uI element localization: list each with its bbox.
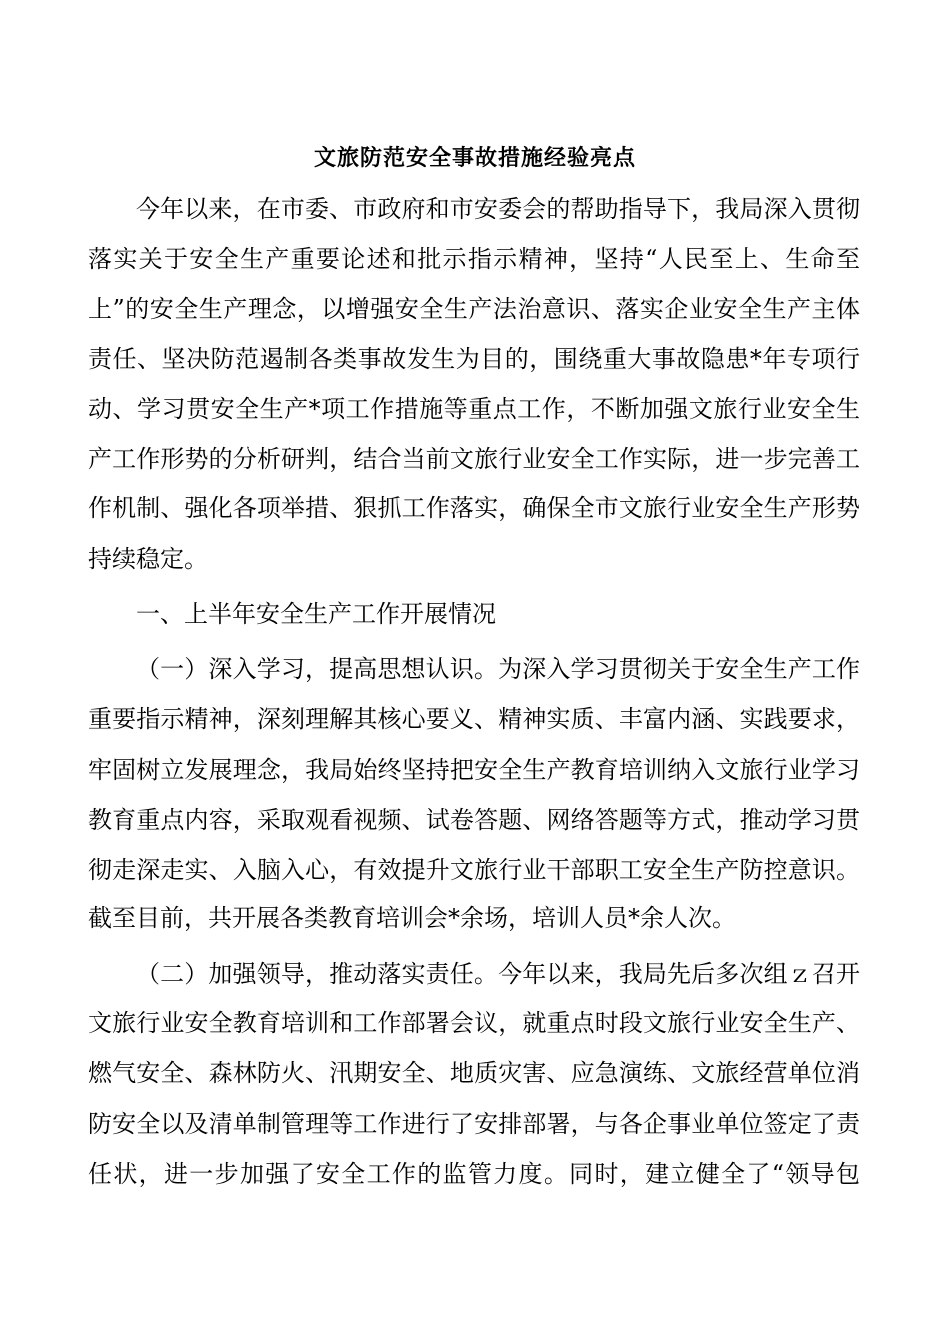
paragraph-line: 牢固树立发展理念，我局始终坚持把安全生产教育培训纳入文旅行业学习: [88, 756, 860, 784]
paragraph-line: 落实关于安全生产重要论述和批示指示精神，坚持“人民至上、生命至: [88, 245, 860, 273]
paragraph-line: 重要指示精神，深刻理解其核心要义、精神实质、丰富内涵、实践要求，: [88, 705, 860, 733]
paragraph-line: 截至目前，共开展各类教育培训会*余场，培训人员*余人次。: [88, 904, 736, 932]
section-heading: 一、上半年安全生产工作开展情况: [136, 600, 496, 628]
paragraph-line: 作机制、强化各项举措、狠抓工作落实，确保全市文旅行业安全生产形势: [88, 494, 860, 522]
paragraph-line: （一）深入学习，提高思想认识。为深入学习贯彻关于安全生产工作: [136, 655, 860, 683]
paragraph-line: 上”的安全生产理念，以增强安全生产法治意识、落实企业安全生产主体: [88, 295, 860, 323]
paragraph-line: （二）加强领导，推动落实责任。今年以来，我局先后多次组ｚ召开: [136, 960, 860, 988]
paragraph-line: 今年以来，在市委、市政府和市安委会的帮助指导下，我局深入贯彻: [136, 195, 860, 223]
paragraph-line: 燃气安全、森林防火、汛期安全、地质灾害、应急演练、文旅经营单位消: [88, 1059, 860, 1087]
paragraph-line: 持续稳定。: [88, 545, 208, 573]
paragraph-line: 责任、坚决防范遏制各类事故发生为目的，围绕重大事故隐患*年专项行: [88, 345, 860, 373]
document-title: 文旅防范安全事故措施经验亮点: [313, 145, 636, 171]
paragraph-line: 文旅行业安全教育培训和工作部署会议，就重点时段文旅行业安全生产、: [88, 1009, 860, 1037]
paragraph-line: 动、学习贯安全生产*项工作措施等重点工作，不断加强文旅行业安全生: [88, 395, 860, 423]
paragraph-line: 教育重点内容，采取观看视频、试卷答题、网络答题等方式，推动学习贯: [88, 806, 860, 834]
paragraph-line: 产工作形势的分析研判，结合当前文旅行业安全工作实际，进一步完善工: [88, 445, 860, 473]
paragraph-line: 彻走深走实、入脑入心，有效提升文旅行业干部职工安全生产防控意识。: [88, 856, 860, 884]
paragraph-line: 防安全以及清单制管理等工作进行了安排部署，与各企事业单位签定了责: [88, 1110, 860, 1138]
paragraph-line: 任状，进一步加强了安全工作的监管力度。同时，建立健全了“领导包: [88, 1160, 860, 1188]
